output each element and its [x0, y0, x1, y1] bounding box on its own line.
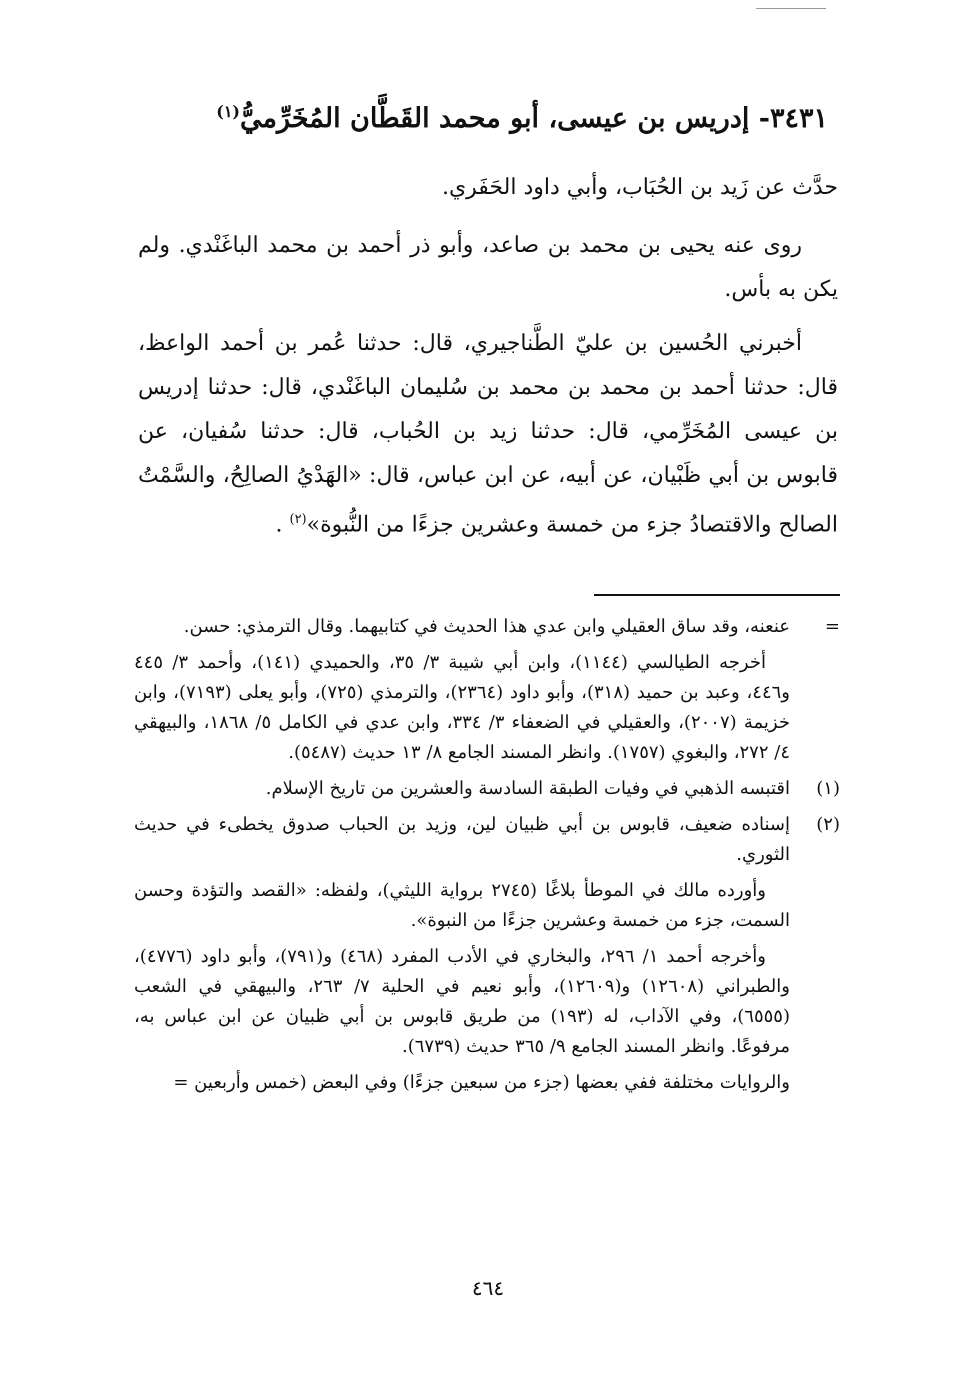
footnote-2-text: إسناده ضعيف، قابوس بن أبي ظبيان لين، وزيد بن الحباب صدوق يخطىء في حديث الثوري.	[134, 814, 790, 865]
footnote-2-sources: وأخرجه أحمد ١/ ٢٩٦، والبخاري في الأدب المفرد (٤٦٨) و(٧٩١)، وأبو داود (٤٧٧٦)، والطبراني (١٢٦٠٨) و(١٢٦٠٩)، وأبو نعيم في الحلية ٧/ ٢٦٣، والبيهقي في الشعب (٦٥٥٥)، وفي الآداب، له (١٩٣) من طريق قابوس بن أبي ظبيان عن ابن عباس به، مرفوعًا. وانظر المسند الجامع ٩/ ٣٦٥ حديث (٦٧٣٩).	[134, 946, 790, 1057]
footnote-2-muwatta: وأورده مالك في الموطأ بلاغًا (٢٧٤٥ برواية الليثي)، ولفظه: «القصد والتؤدة وحسن السمت، جزء من خمسة وعشرين جزءًا من النبوة».	[134, 880, 790, 931]
footnote-continuation	[134, 612, 840, 642]
footnote-2	[134, 810, 840, 870]
entry-heading-text: ٣٤٣١- إدريس بن عيسى، أبو محمد القَطَّان المُخَرِّميُّ	[239, 103, 828, 134]
entry-heading	[148, 92, 828, 139]
footnote-1-mark: (١)	[816, 778, 840, 799]
continuation-mark: =	[824, 616, 840, 637]
hadith-end-mark: .	[275, 512, 290, 538]
footnote-separator	[594, 594, 840, 596]
continuation-text: عنعنه، وقد ساق العقيلي وابن عدي هذا الحديث في كتابيهما. وقال الترمذي: حسن.	[183, 616, 790, 637]
continuation-sources: أخرجه الطيالسي (١١٤٤)، وابن أبي شيبة ٣/ ٣٥، والحميدي (١٤١)، وأحمد ٣/ ٤٤٥ و٤٤٦، وعبد بن حميد (٣١٨)، وأبو داود (٢٣٦٤)، والترمذي (٧٢٥)، وأبو يعلى (٧١٩٣)، وابن خزيمة (٢٠٠٧)، والعقيلي في الضعفاء ٣/ ٣٣٤، وابن عدي في الكامل ٥/ ١٨٦٨، والبيهقي ٤/ ٢٧٢، والبغوي (١٧٥٧). وانظر المسند الجامع ٨/ ١٣ حديث (٥٤٨٧).	[134, 652, 790, 763]
heading-footnote-ref: (١)	[216, 102, 240, 121]
hadith-text: أخبرني الحُسين بن عليّ الطَّناجيري، قال: حدثنا عُمر بن أحمد الواعظ، قال: حدثنا أحمد بن محمد بن محمد بن سُليمان الباغَنْدي، قال: حدثنا إدريس بن عيسى المُخَرِّمي، قال: حدثنا زيد بن الحُباب، قال: حدثنا سُفيان، عن قابوس بن أبي ظَبْيان، عن أبيه، عن ابن عباس، قال: «الهَدْيُ الصالِحُ، والسَّمْتُ الصالح والاقتصادُ جزء من خمسة وعشرين جزءًا من النُّبوة»	[138, 331, 838, 538]
footnote-2-variants: والروايات مختلفة ففي بعضها (جزء من سبعين جزءًا) وفي البعض (خمس وأربعين =	[173, 1072, 790, 1093]
footnote-2-mark: (٢)	[816, 814, 840, 835]
scan-edge-line	[756, 8, 826, 9]
hadith-paragraph	[138, 322, 838, 547]
footnote-1	[134, 774, 840, 804]
footnotes-section	[134, 612, 840, 1104]
hadith-footnote-ref: (٢)	[289, 512, 307, 527]
narrators-paragraph: روى عنه يحيى بن محمد بن صاعد، وأبو ذر أحمد بن محمد الباغَنْدي. ولم يكن به بأس.	[138, 233, 838, 302]
page-number: ٤٦٤	[471, 1276, 505, 1300]
footnote-1-text: اقتبسه الذهبي في وفيات الطبقة السادسة والعشرين من تاريخ الإسلام.	[265, 778, 790, 799]
narrated-from-paragraph: حدَّث عن زَيد بن الحُبَاب، وأبي داود الحَفَري.	[441, 175, 838, 200]
